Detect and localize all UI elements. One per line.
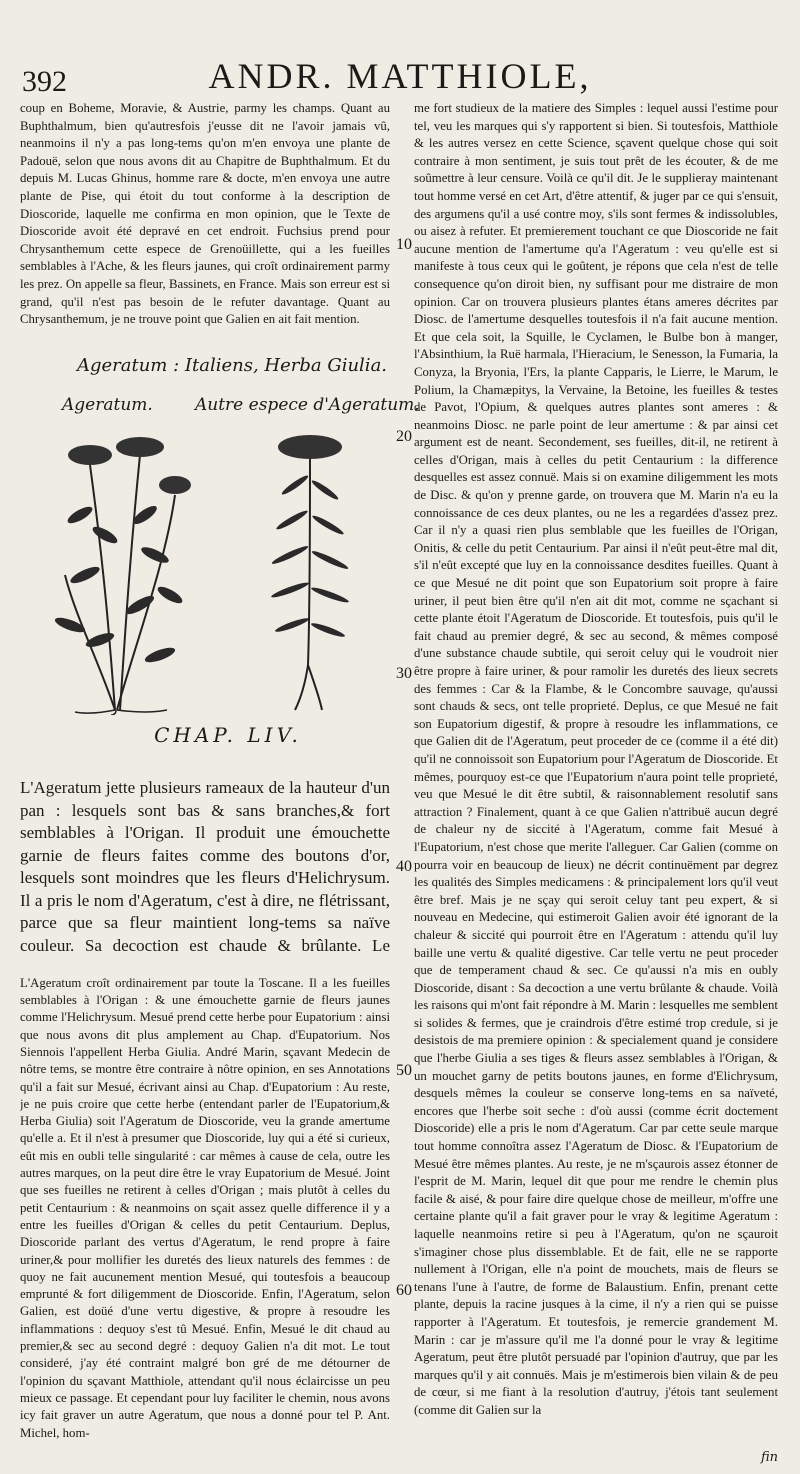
figure-label-left: Ageratum. — [62, 395, 153, 415]
page-header — [20, 55, 780, 97]
chapter-heading: CHAP. LIV. — [154, 723, 302, 747]
chapter-intro-text — [20, 760, 390, 958]
left-top-paragraph: coup en Boheme, Moravie, & Austrie, parmy les champs. Quant au Buphthalmum, bien qu'autresfois j'eusse dit ne l'avoir jamais vû, neanmoins il n'y a pas long-tems qu'on m'en envoya une plante de Padouë, selon que nous avons dit au Chapitre de Buphthalmum. Et du depuis M. Lucas Ghinus, homme rare & docte, m'en envoya une autre plante de Pise, qui étoit du tout conforme à la description de Dioscoride, laquelle me confirma en mon opinion, que le Texte de Dioscoride avoit été depravé en cet endroit. Fuchsius prend pour Chrysanthemum cette espece de Grenoüillette, qui a les fueilles semblables à l'Ache, & les fleurs jaunes, qui croît ordinairement parmy les prez. On appelle sa fleur, Bassinets, en France. Mais son erreur est si grand, qu'il n'est pas besoin de le refuter davantage. Quant au Chrysanthemum, je ne trouve point que Galien en ait fait mention. — [20, 101, 390, 327]
running-head: ANDR. MATTHIOLE, — [208, 56, 592, 96]
intro-paragraph: L'Ageratum jette plusieurs rameaux de la hauteur d'un pan : lesquels sont bas & sans branches,& fort semblables à l'Origan. Il produit une émouchette garnie de fleurs faites comme des boutons d'or, lesquels sont moindres que les fleurs d'Helichrysum. Il a pris le nom d'Ageratum, c'est à dire, ne flétrissant, parce que sa fleur maintient long-tems sa naïve couleur. Sa decoction est chaude & brûlante. Le — [20, 778, 390, 955]
line-number-10: 10 — [396, 236, 412, 253]
catchword: fin — [760, 1450, 778, 1465]
page-number: 392 — [22, 65, 67, 98]
line-number-40: 40 — [396, 858, 412, 875]
left-column-commentary — [20, 962, 390, 1442]
line-number-20: 20 — [396, 428, 412, 445]
right-paragraph: me fort studieux de la matiere des Simples : lequel aussi l'estime pour tel, veu les marques qui s'y rapportent si bien. Si toutesfois, Matthiole & les autres versez en cette Science, sçavent quelque chose qui soit contraire à mon sentiment, je suis tout prêt de les écouter, & de me soûmettre à leur censure. Voilà ce qu'il dit. Je le supplieray maintenant tout homme versé en cet Art, d'être attentif, & juger par ce qui s'ensuit, des argumens qu'il a usé contre moy, s'ils sont fermes & indissolubles, ou aisez à refuter. Et premierement touchant ce que Dioscoride ne fait aucune mention de l'amertume qu'a l'Ageratum : veu qu'elle est si manifeste à tous ceux qui le goûtent, je répons que cela n'est de telle consequence qu'on diroit bien, ny suffisant pour me distraire de mon opinion. Car on trouvera plusieurs plantes étans ameres décrites par Diosc. de l'amertume desquelles toutesfois il n'a fait aucune mention. Et que cela soit, la Squille, le Cyclamen, le Bulbe bon à manger, l'Absinthium, la Ruë harmala, l'Hieracium, le Senesson, la Fumaria, la Conyza, la Bryonia, l'Ers, la plante Capparis, le Lierre, le Marum, le Polium, la Chamæpitys, la Vervaine, la Betoine, les fueilles & testes de Pavot, l'Opium, & quelques autres plantes sont ameres : & neanmoins Diosc. ne parle point de leur amertume : & par ainsi cet argument est de neant. Secondement, ses fueilles, dit-il, ne retirent à celles d'Origan, mais à celles du petit Centaurium : la difference desquelles est assez connuë. Mais si on examine diligemment les mots de Disc. & qu'on y prenne garde, on trouvera que M. Marin n'a eu la connoissance de ces deux plantes, ou ne les a regardées d'assez prez. Car il n'y a quasi rien plus semblable que les fueilles de l'Origan, Onitis, & celle du petit Centaurium. Par ainsi il n'eût peut-être mal dit, s'il n'eût excepté que luy en la connoissance desdites fueilles. Quant à ce que Mesué ne dit point que son Eupatorium soit propre à faire uriner, il peut bien être qu'il n'en ait dit mot, comme ne sçachant si cette plante étoit l'Ageratum de Dioscoride. Et toutesfois, puis qu'il le fait chaud au premier degré, & sec au second, & mêmes composé d'une substance chaude subtile, qui seroit celuy qui le voudroit nier être propre à faire uriner, & pour ramolir les duretés des lieux secrets des femmes : Car & la Flambe, & le Concombre sauvage, qu'aussi sont chauds & secs, ont telle proprieté. Deplus, ce que Mesué ne fait son Eupatorium digestif, & propre à resoudre les inflammations, ce que Galien dit de l'Ageratum, peut proceder de ce (comme il a été dit) qu'il ne connoissoit son Eupatorium pour l'Ageratum de Dioscoride. Et mêmes, pourquoy est-ce que l'Eupatorium n'aura point telle proprieté, veu que Mesué le dit être subtil, & raisonnablement resolutif sans attraction ? Finalement, quant à ce que Galien n'attribuë aucun degré de chaleur ny de siccité à l'Ageratum, comme fait Mesué à l'Eupatorium, n'est chose que merite l'alleguer. Car Galien (comme on pourra voir en beaucoup de lieux) ne décrit continuëment par degrez les qualités des Simples medicamens : & principalement lors qu'il veut être bref. Mais je ne sçay qui seroit celuy tant peu expert, & si nouveau en Medecine, qui estimeroit Galien avoir été ignorant de la chaleur & siccité qui pourroit être en l'Ageratum : attendu qu'il luy baille une vertu & qualité digestive. Car telle vertu ne peut proceder que de temperament chaud & sec. Ce qu'aussi n'a mis en oubly Dioscoride, disant : Sa decoction a une vertu brûlante & chaude. Voilà les raisons qui m'ont fait répondre à M. Marin : lesquelles me semblent si solides & fermes, que je craindrois d'être estimé trop credule, si je desistois de ma premiere opinion : & specialement quand je considere que l'herbe Giulia a ses tiges & fleurs assez semblables à l'Origan, & un mouchet garny de petits boutons jaunes, en forme d'Elichrysum, desquels mêmes la couleur se conserve long-tems en sa naïveté, encores que l'herbe soit seche : d'où aussi (comme écrit doctement Dioscoride) elle a pris le nom d'Ageratum. Car par cette seule marque tout homme connoîtra assez l'Ageratum de Diosc. & l'Eupatorium de Mesué être mêmes plantes. Au reste, je ne m'sçaurois assez étonner de l'esprit de M. Marin, lequel dit que pour me rendre le chemin plus facile & aisé, & pour faire dire quelque chose de meilleur, m'offre une certaine plante qu'il a fait graver pour le vray & legitime Ageratum : laquelle neanmoins retire si peu à l'Ageratum, qu'on ne sçauroit s'imaginer chose plus dissemblable. Et de fait, elle ne se rapporte nullement à l'Origan, elle n'a point de mouchets, mais de fleurs se tenans l'une à l'autre, de forme de Balaustium. Enfin, prenant cette plante, depuis la racine jusques à la cime, il n'y a rien qui se puisse rapporter à l'Ageratum. Et toutesfois, je remercie grandement M. Marin : car je m'assure qu'il me l'a donné pour le vray & legitime Ageratum, peut être plutôt persuadé par l'opinion d'autruy, que par les marques qu'il y ait connuës. Mais je m'estimerois bien vilain & de peu de cœur, si me fiant à la resolution d'autruy, j'étois tant seulement (comme dit Galien sur la — [414, 101, 778, 1417]
line-number-30: 30 — [396, 665, 412, 682]
line-number-60: 60 — [396, 1282, 412, 1299]
figure-title: Ageratum : Italiens, Herba Giulia. — [76, 355, 388, 376]
figure-label-right: Autre espece d'Ageratum. — [195, 395, 420, 415]
line-number-50: 50 — [396, 1062, 412, 1079]
left-bottom-paragraph: L'Ageratum croît ordinairement par toute la Toscane. Il a les fueilles semblables à l'Origan : & une émouchette garnie de fleurs jaunes comme l'Helichrysum. Mesué prend cette herbe pour Eupatorium : ainsi que nous avons dit plus amplement au Chap. d'Eupatorium. Nos Siennois l'appellent Herba Giulia. André Marin, sçavant Medecin de nôtre tems, se montre être contraire à nôtre opinion, en ses Annotations qu'il a fait sur Mesué, écrivant ainsi au Chap. d'Eupatorium : Au reste, je ne puis croire que cette herbe (entendant parler de l'Eupatorium,& Herba Giulia) soit l'Ageratum de Dioscoride, veu la grande amertume qu'elle a. Et il n'est à presumer que Dioscoride, luy qui a été si curieux, eût mis en oubli telle singularité : car mêmes à cause de cela, outre les autres marques, on la peut dire être le vray Eupatorium de Mesué. Joint que ses fueilles ne retirent à celles d'Origan ; mais plutôt à celles du petit Centaurium : & neanmoins on sçait assez quelle difference il y a entre les fueilles d'Origan & celles du petit Centaurium. Deplus, Dioscoride parlant des vertus d'Ageratum, le rend propre à faire uriner,& pour mollifier les duretés des lieux naturels des femmes : de quoy ne fait aucunement mention Mesué, qui toutesfois a beaucoup emprunté & fort diligemment de Dioscoride. Enfin, l'Ageratum, selon Galien, est doüé d'une vertu digestive, & propre à resoudre les inflammations : dequoy s'est tû Mesué. Enfin, Mesué le dit chaud au premier,& sec au second degré : dequoy Galien n'a dit mot. Le tout consideré, j'ay été contraint malgré bon gré de me détourner de l'opinion du sçavant Matthiole, attendant qu'il nous éclaircisse un peu mieux ce passage. Et cependant pour luy faciliter le chemin, nous avons icy fait graver un autre Ageratum, que nous a donné pour tel P. Ant. Michel, hom- — [20, 975, 390, 1440]
left-column-top-text — [20, 100, 390, 340]
right-column-text — [414, 100, 778, 1448]
ageratum-woodcut — [45, 425, 195, 715]
second-ageratum-woodcut — [250, 425, 370, 715]
